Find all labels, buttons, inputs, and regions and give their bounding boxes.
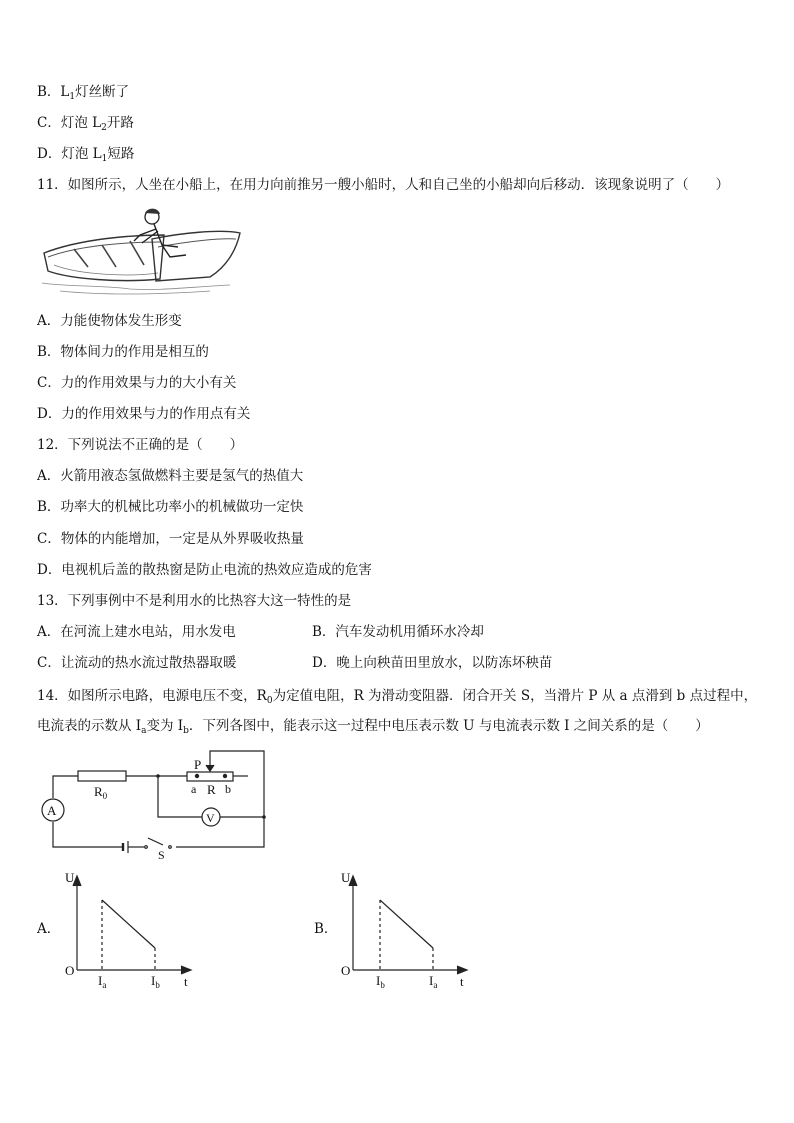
graph-b [338,868,478,994]
svg-text:U: U [341,870,351,885]
q11-option-a: A．力能使物体发生形变 [37,313,182,329]
svg-text:U: U [65,870,75,885]
svg-text:t: t [460,974,464,989]
q14-stem-line2: 电流表的示数从 $I_a$变为 $I_b$．下列各图中，能表示这一过程中电压表示数 U 与电流表示数 I 之间关系的是（ ） [37,718,709,736]
point-b-label: b [225,782,231,796]
q10-option-d: D．灯泡 $L_1$短路 [37,146,135,164]
r0-label: $R_0$ [94,784,108,801]
graph-a [62,868,202,994]
svg-text:O: O [65,963,75,978]
switch-label: S [158,848,165,862]
svg-text:Ia: $I_a$ [429,973,438,990]
q12-stem: 12．下列说法不正确的是（ ） [37,437,244,453]
q13-option-b: B．汽车发动机用循环水冷却 [312,624,484,640]
graph-a-option-label: A． [37,921,61,937]
q12-option-c: C．物体的内能增加，一定是从外界吸收热量 [37,531,304,547]
graph-a-line [102,900,155,948]
q11-option-b: B．物体间力的作用是相互的 [37,344,209,360]
rheostat-r-label: R [207,782,216,797]
q11-stem: 11．如图所示，人坐在小船上，在用力向前推另一艘小船时，人和自己坐的小船却向后移动．该现象说明了（ ） [37,177,730,193]
boat-illustration [40,205,246,297]
q12-option-b: B．功率大的机械比功率小的机械做功一定快 [37,499,304,515]
q14-stem-line1: 14．如图所示电路，电源电压不变，$R_0$为定值电阻，R 为滑动变阻器．闭合开关 S，当滑片 P 从 a 点滑到 b 点过程中， [37,688,758,706]
q10-option-b: B．$L_1$灯丝断了 [37,84,130,102]
q13-stem: 13．下列事例中不是利用水的比热容大这一特性的是 [37,593,352,609]
q11-option-c: C．力的作用效果与力的大小有关 [37,375,237,391]
point-a-label: a [191,782,197,796]
svg-text:t: t [184,974,188,989]
svg-text:Ib: $I_b$ [151,973,160,990]
slider-p-label: P [194,757,202,772]
graph-b-option-label: B． [314,921,338,937]
q11-option-d: D．力的作用效果与力的作用点有关 [37,406,251,422]
svg-text:Ia: $I_a$ [98,973,107,990]
ammeter-label: A [47,803,57,818]
resistor-r0 [78,771,126,781]
circuit-diagram [36,748,272,864]
svg-text:O: O [341,963,351,978]
q13-option-a: A．在河流上建水电站，用水发电 [37,624,236,640]
graph-b-line [380,900,433,948]
svg-text:Ib: $I_b$ [376,973,385,990]
voltmeter-label: V [206,811,215,825]
q13-option-d: D．晚上向秧苗田里放水，以防冻坏秧苗 [312,655,553,671]
q12-option-d: D．电视机后盖的散热窗是防止电流的热效应造成的危害 [37,562,372,578]
q13-option-c: C．让流动的热水流过散热器取暖 [37,655,237,671]
q12-option-a: A．火箭用液态氢做燃料主要是氢气的热值大 [37,468,304,484]
q10-option-c: C．灯泡 $L_2$开路 [37,115,134,133]
